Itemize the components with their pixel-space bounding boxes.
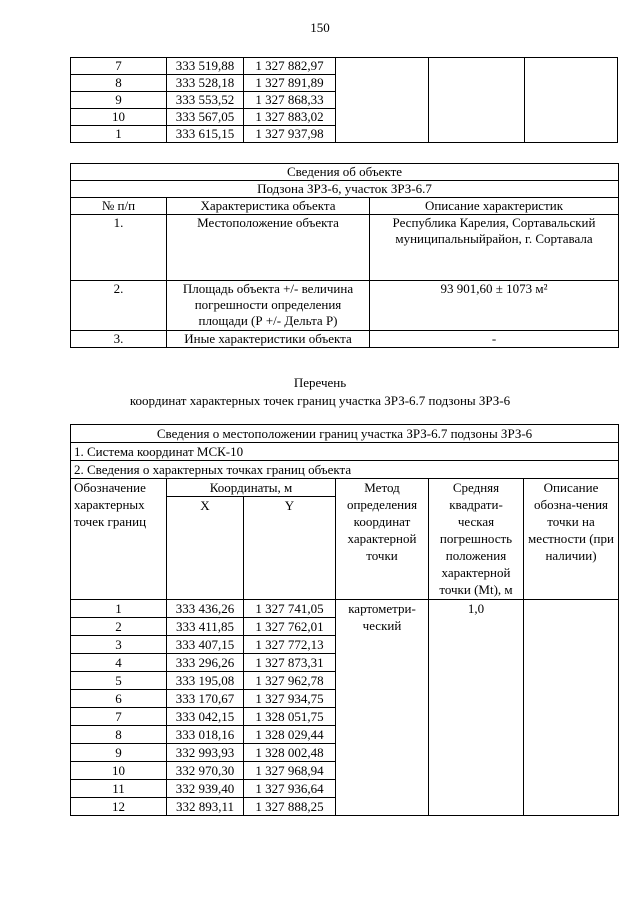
accuracy-header: Средняя квадрати-ческая погрешность положения характерной точки (Мt), м [429,479,524,600]
table-header-row [71,198,619,215]
point-number: 6 [71,690,167,708]
coord-y: 1 327 868,33 [244,92,336,109]
column-header: Характеристика объекта [167,198,370,215]
table-row [71,58,618,75]
coordinates-table [70,424,619,816]
coordinate-system: 1. Система координат МСК-10 [71,443,619,461]
coord-y: 1 327 936,64 [244,780,336,798]
coord-y: 1 327 937,98 [244,126,336,143]
object-info-subtitle: Подзона ЗРЗ-6, участок ЗРЗ-6.7 [71,181,619,198]
column-header: № п/п [71,198,167,215]
row-number: 3. [71,331,167,348]
coord-y: 1 327 891,89 [244,75,336,92]
coord-x: 333 042,15 [167,708,244,726]
page-number: 150 [310,20,330,35]
x-header: X [167,497,244,600]
table-row [71,281,619,331]
coord-y: 1 327 968,94 [244,762,336,780]
point-number: 7 [71,708,167,726]
previous-coordinates-table [70,57,618,143]
row-number: 2. [71,281,167,331]
characteristic-name: Местоположение объекта [167,215,370,281]
point-number: 9 [71,744,167,762]
coord-y: 1 327 882,97 [244,58,336,75]
point-number: 4 [71,654,167,672]
characteristic-name: Иные характеристики объекта [167,331,370,348]
coord-y: 1 328 051,75 [244,708,336,726]
accuracy-cell [429,58,525,143]
description-cell [525,58,618,143]
characteristic-value: - [370,331,619,348]
coord-y: 1 327 741,05 [244,600,336,618]
coord-x: 333 553,52 [167,92,244,109]
coord-y: 1 327 934,75 [244,690,336,708]
list-heading-title: Перечень [293,375,347,390]
designation-header: Обозначение характерных точек границ [71,479,167,600]
row-number: 1. [71,215,167,281]
point-number: 10 [71,762,167,780]
method-value: картометри-ческий [336,600,429,816]
coord-x: 332 939,40 [167,780,244,798]
object-info-table [70,163,619,348]
method-header: Метод определения координат характерной точки [336,479,429,600]
coord-x: 333 519,88 [167,58,244,75]
point-number: 11 [71,780,167,798]
characteristic-value: 93 901,60 ± 1073 м² [370,281,619,331]
coord-x: 333 296,26 [167,654,244,672]
coord-y: 1 327 888,25 [244,798,336,816]
coord-x: 332 970,30 [167,762,244,780]
points-section-title: 2. Сведения о характерных точках границ объекта [71,461,619,479]
point-number: 1 [71,126,167,143]
coord-x: 333 411,85 [167,618,244,636]
point-number: 9 [71,92,167,109]
coord-x: 333 615,15 [167,126,244,143]
coord-y: 1 327 772,13 [244,636,336,654]
table-row [71,215,619,281]
coord-x: 333 407,15 [167,636,244,654]
list-heading-subtitle: координат характерных точек границ участка ЗРЗ-6.7 подзоны ЗРЗ-6 [129,393,511,408]
coord-y: 1 327 883,02 [244,109,336,126]
table-row [71,600,619,618]
characteristic-name: Площадь объекта +/- величина погрешности определения площади (Р +/- Дельта Р) [167,281,370,331]
point-number: 1 [71,600,167,618]
description-header: Описание обозна-чения точки на местности (при наличии) [524,479,619,600]
table-header-row [71,479,619,497]
point-number: 8 [71,726,167,744]
method-cell [336,58,429,143]
coord-y: 1 328 002,48 [244,744,336,762]
coordinates-table-title: Сведения о местоположении границ участка ЗРЗ-6.7 подзоны ЗРЗ-6 [71,425,619,443]
coord-x: 333 195,08 [167,672,244,690]
coord-x: 333 528,18 [167,75,244,92]
coord-x: 333 567,05 [167,109,244,126]
object-info-title: Сведения об объекте [71,164,619,181]
coord-x: 333 018,16 [167,726,244,744]
point-number: 2 [71,618,167,636]
table-row [71,331,619,348]
coord-y: 1 328 029,44 [244,726,336,744]
point-number: 12 [71,798,167,816]
coord-x: 333 436,26 [167,600,244,618]
coord-x: 332 993,93 [167,744,244,762]
point-number: 8 [71,75,167,92]
accuracy-value: 1,0 [429,600,524,816]
y-header: Y [244,497,336,600]
point-number: 10 [71,109,167,126]
coord-x: 332 893,11 [167,798,244,816]
coord-y: 1 327 762,01 [244,618,336,636]
point-number: 7 [71,58,167,75]
characteristic-value: Республика Карелия, Сортавальский муниципальныйрайон, г. Сортавала [370,215,619,281]
coordinates-header: Координаты, м [167,479,336,497]
coord-x: 333 170,67 [167,690,244,708]
point-number: 3 [71,636,167,654]
point-number: 5 [71,672,167,690]
description-value [524,600,619,816]
coord-y: 1 327 962,78 [244,672,336,690]
column-header: Описание характеристик [370,198,619,215]
coord-y: 1 327 873,31 [244,654,336,672]
